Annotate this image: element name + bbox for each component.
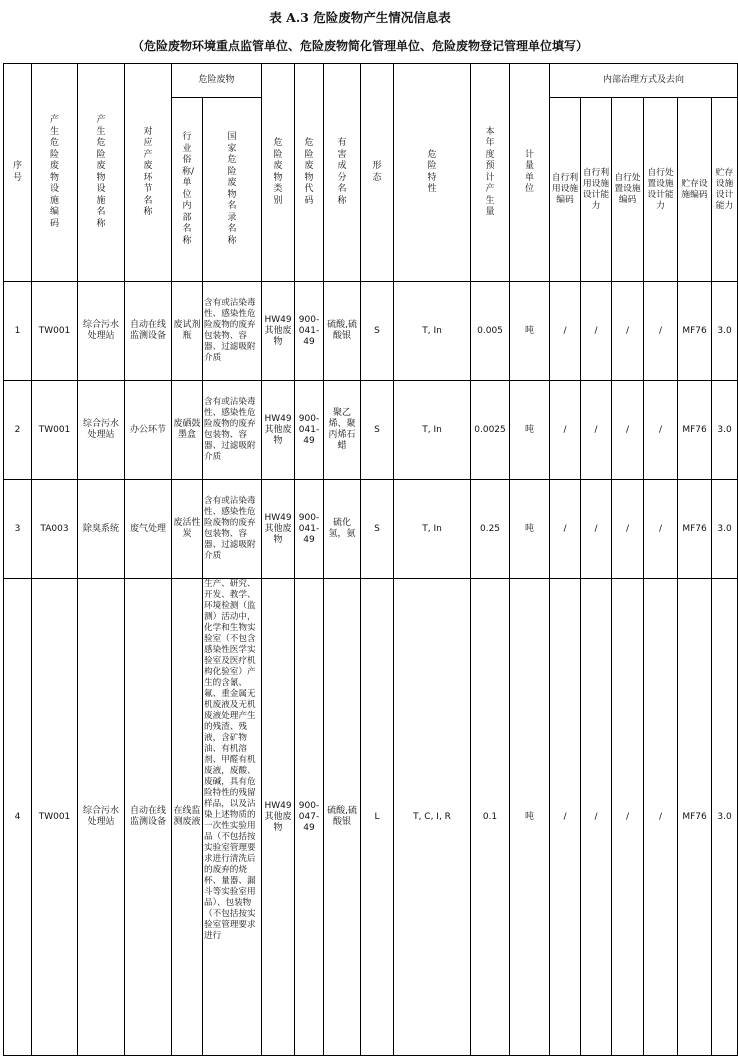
cell-form: L (361, 579, 394, 1056)
table-row (4, 381, 738, 480)
cell-process: 自动在线监测设备 (125, 282, 172, 381)
cell-facility-code: TW001 (32, 579, 78, 1056)
cell-national-name: 含有或沾染毒性、感染性危险废物的废弃包装物、容器、过滤吸附介质 (203, 282, 262, 381)
cell-facility-name: 综合污水处理站 (78, 381, 125, 480)
header-hw-group: 危险废物 (172, 64, 262, 98)
header-industry-name: 行业俗称/单位内部名称 (172, 98, 203, 282)
header-seq: 序号 (4, 64, 32, 282)
cell-storage-capacity: 3.0 (712, 282, 738, 381)
cell-national-name (203, 579, 262, 1056)
cell-storage-capacity: 3.0 (712, 381, 738, 480)
cell-code: 900-041-49 (295, 480, 324, 579)
header-row-1 (4, 64, 738, 98)
cell-form: S (361, 381, 394, 480)
cell-self-use-capacity: / (581, 381, 612, 480)
header-treatment-group: 内部治理方式及去向 (550, 64, 738, 98)
cell-annual-amount: 0.0025 (471, 381, 510, 480)
header-self-use-code: 自行利用设施编码 (550, 98, 581, 282)
cell-annual-amount: 0.005 (471, 282, 510, 381)
cell-self-dispose-capacity: / (644, 579, 678, 1056)
cell-industry-name: 废活性炭 (172, 480, 203, 579)
cell-facility-name: 综合污水处理站 (78, 579, 125, 1056)
cell-code: 900-041-49 (295, 381, 324, 480)
header-self-dispose-capacity: 自行处置设施设计能力 (644, 98, 678, 282)
cell-storage-code: MF76 (678, 579, 712, 1056)
header-hazardous-components: 有害成分名称 (324, 64, 361, 282)
header-process: 对应产废环节名称 (125, 64, 172, 282)
cell-facility-code: TW001 (32, 282, 78, 381)
cell-code: 900-041-49 (295, 282, 324, 381)
cell-self-use-capacity: / (581, 282, 612, 381)
cell-self-dispose-code: / (612, 480, 644, 579)
cell-self-use-capacity: / (581, 579, 612, 1056)
cell-self-dispose-capacity: / (644, 381, 678, 480)
cell-self-use-code: / (550, 480, 581, 579)
cell-form: S (361, 282, 394, 381)
cell-self-dispose-code: / (612, 282, 644, 381)
header-category: 危险废物类别 (262, 64, 295, 282)
cell-self-dispose-code: / (612, 381, 644, 480)
cell-industry-name: 废试剂瓶 (172, 282, 203, 381)
cell-category: HW49其他废物 (262, 579, 295, 1056)
cell-category: HW49其他废物 (262, 381, 295, 480)
header-annual-amount: 本年度预计产生量 (471, 64, 510, 282)
cell-storage-code: MF76 (678, 480, 712, 579)
header-unit: 计量单位 (510, 64, 550, 282)
cell-industry-name: 废硒鼓墨盒 (172, 381, 203, 480)
cell-national-name: 含有或沾染毒性、感染性危险废物的废弃包装物、容器、过滤吸附介质 (203, 480, 262, 579)
table-row (4, 480, 738, 579)
header-facility-code: 产生危险废物设施编码 (32, 64, 78, 282)
cell-process: 办公环节 (125, 381, 172, 480)
cell-unit: 吨 (510, 579, 550, 1056)
cell-seq: 3 (4, 480, 32, 579)
cell-facility-code: TW001 (32, 381, 78, 480)
header-storage-capacity: 贮存设施设计能力 (712, 98, 738, 282)
hazardous-waste-table (3, 63, 738, 1056)
cell-self-use-capacity: / (581, 480, 612, 579)
cell-storage-capacity: 3.0 (712, 480, 738, 579)
cell-unit: 吨 (510, 282, 550, 381)
cell-seq: 2 (4, 381, 32, 480)
cell-industry-name: 在线监测废液 (172, 579, 203, 1056)
cell-hazardous-components: 硫化氢，氨 (324, 480, 361, 579)
table-row (4, 282, 738, 381)
cell-self-dispose-capacity: / (644, 282, 678, 381)
header-self-dispose-code: 自行处置设施编码 (612, 98, 644, 282)
cell-seq: 4 (4, 579, 32, 1056)
table-subtitle: （危险废物环境重点监管单位、危险废物简化管理单位、危险废物登记管理单位填写） (131, 39, 588, 53)
header-property: 危险特性 (394, 64, 471, 282)
header-national-name: 国家危险废物名录名称 (203, 98, 262, 282)
cell-property: T, C, I, R (394, 579, 471, 1056)
national-name-text: 生产、研究、开发、教学、环境检测（监测）活动中，化学和生物实验室（不包含感染性医学实验室及医疗机构化验室）产生的含氰、氟、重金属无机废液及无机废液处理产生的残渣、残液，含矿物油、有机溶剂、甲醛有机废液，废酸、废碱，具有危险特性的残留样品，以及沾染上述物质的一次性实验用品（不包括按实验室管理要求进行清洗后的废弃的烧杯、量器、漏斗等实验室用品）、包装物（不包括按实验室管理要求进行 (204, 579, 256, 941)
table-title: 表 A.3 危险废物产生情况信息表 (269, 10, 451, 25)
cell-hazardous-components: 聚乙烯、聚丙烯石蜡 (324, 381, 361, 480)
cell-self-use-code: / (550, 282, 581, 381)
cell-process: 自动在线监测设备 (125, 579, 172, 1056)
cell-seq: 1 (4, 282, 32, 381)
cell-storage-capacity: 3.0 (712, 579, 738, 1056)
cell-self-dispose-capacity: / (644, 480, 678, 579)
cell-self-use-code: / (550, 381, 581, 480)
cell-property: T, In (394, 381, 471, 480)
cell-annual-amount: 0.1 (471, 579, 510, 1056)
cell-process: 废气处理 (125, 480, 172, 579)
cell-hazardous-components: 硫酸,硫酸银 (324, 282, 361, 381)
cell-unit: 吨 (510, 381, 550, 480)
header-storage-code: 贮存设施编码 (678, 98, 712, 282)
cell-facility-name: 除臭系统 (78, 480, 125, 579)
cell-property: T, In (394, 282, 471, 381)
table-row (4, 579, 738, 1056)
cell-form: S (361, 480, 394, 579)
header-code: 危险废物代码 (295, 64, 324, 282)
cell-storage-code: MF76 (678, 282, 712, 381)
cell-category: HW49其他废物 (262, 282, 295, 381)
cell-self-dispose-code: / (612, 579, 644, 1056)
cell-property: T, In (394, 480, 471, 579)
cell-storage-code: MF76 (678, 381, 712, 480)
cell-code: 900-047-49 (295, 579, 324, 1056)
cell-national-name: 含有或沾染毒性、感染性危险废物的废弃包装物、容器、过滤吸附介质 (203, 381, 262, 480)
header-self-use-capacity: 自行利用设施设计能力 (581, 98, 612, 282)
cell-hazardous-components: 硫酸,硫酸银 (324, 579, 361, 1056)
header-form: 形态 (361, 64, 394, 282)
cell-self-use-code: / (550, 579, 581, 1056)
cell-unit: 吨 (510, 480, 550, 579)
cell-annual-amount: 0.25 (471, 480, 510, 579)
cell-category: HW49其他废物 (262, 480, 295, 579)
cell-facility-code: TA003 (32, 480, 78, 579)
header-facility-name: 产生危险废物设施名称 (78, 64, 125, 282)
cell-facility-name: 综合污水处理站 (78, 282, 125, 381)
